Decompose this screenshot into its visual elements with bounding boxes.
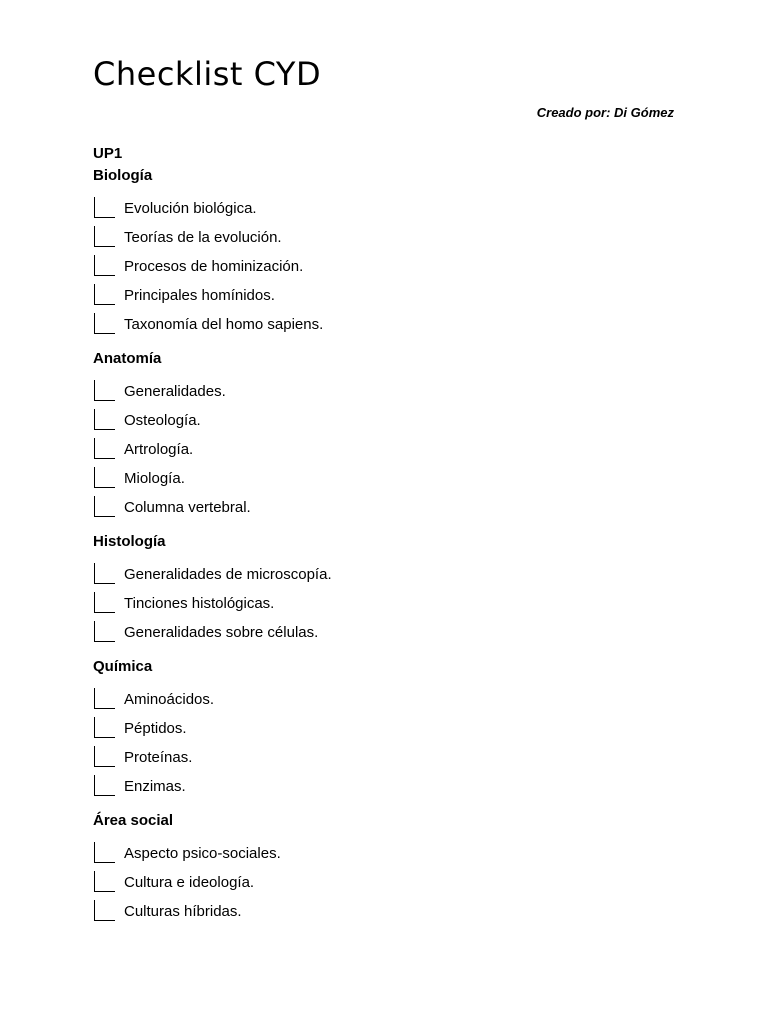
checklist-item-label: Generalidades.: [124, 383, 226, 400]
checkbox-icon[interactable]: [93, 870, 115, 892]
checkbox-icon[interactable]: [93, 841, 115, 863]
checklist-item[interactable]: [93, 430, 693, 459]
checklist-item[interactable]: [93, 767, 693, 796]
checklist-item[interactable]: [93, 584, 693, 613]
checklist-item[interactable]: [93, 613, 693, 642]
checklist-item-label: Cultura e ideología.: [124, 874, 255, 891]
checkbox-icon[interactable]: [93, 774, 115, 796]
checklist-item-label: Tinciones histológicas.: [124, 595, 275, 612]
checkbox-icon[interactable]: [93, 379, 115, 401]
checklist-item-label: Artrología.: [124, 441, 194, 458]
checklist-item-label: Osteología.: [124, 412, 201, 429]
checklist-item[interactable]: [93, 738, 693, 767]
checklist-item-label: Generalidades sobre células.: [124, 624, 319, 641]
checkbox-icon[interactable]: [93, 283, 115, 305]
section-title: Área social: [93, 812, 174, 829]
checklist-section: [93, 167, 693, 334]
checkbox-icon[interactable]: [93, 312, 115, 334]
checkbox-icon[interactable]: [93, 591, 115, 613]
checklist-sections: [93, 167, 693, 921]
checklist-item[interactable]: [93, 401, 693, 430]
checklist-section: [93, 812, 693, 921]
checklist-item-label: Péptidos.: [124, 720, 187, 737]
section-title: Histología: [93, 533, 166, 550]
checklist-item[interactable]: [93, 247, 693, 276]
checklist-item[interactable]: [93, 189, 693, 218]
checklist-item-label: Enzimas.: [124, 778, 186, 795]
checkbox-icon[interactable]: [93, 466, 115, 488]
checkbox-icon[interactable]: [93, 716, 115, 738]
checklist-item-label: Miología.: [124, 470, 185, 487]
checklist-item[interactable]: [93, 680, 693, 709]
document-title: Checklist CYD: [93, 55, 322, 93]
checkbox-icon[interactable]: [93, 196, 115, 218]
checkbox-icon[interactable]: [93, 437, 115, 459]
checklist-item[interactable]: [93, 372, 693, 401]
checklist-item[interactable]: [93, 834, 693, 863]
checklist-item-label: Taxonomía del homo sapiens.: [124, 316, 324, 333]
checklist-item-label: Teorías de la evolución.: [124, 229, 282, 246]
checklist-item-label: Procesos de hominización.: [124, 258, 304, 275]
checklist-item[interactable]: [93, 305, 693, 334]
checklist-item-label: Generalidades de microscopía.: [124, 566, 332, 583]
checklist-content: [93, 145, 693, 937]
checklist-item[interactable]: [93, 892, 693, 921]
checkbox-icon[interactable]: [93, 408, 115, 430]
checklist-item[interactable]: [93, 555, 693, 584]
checkbox-icon[interactable]: [93, 562, 115, 584]
checklist-item-label: Principales homínidos.: [124, 287, 275, 304]
section-title: Química: [93, 658, 153, 675]
checklist-item-label: Evolución biológica.: [124, 200, 257, 217]
checklist-section: [93, 533, 693, 642]
author-credit: Creado por: Di Gómez: [536, 105, 674, 120]
checkbox-icon[interactable]: [93, 745, 115, 767]
checkbox-icon[interactable]: [93, 495, 115, 517]
checklist-item[interactable]: [93, 709, 693, 738]
checklist-item[interactable]: [93, 488, 693, 517]
checklist-item-label: Culturas híbridas.: [124, 903, 242, 920]
section-title: Anatomía: [93, 350, 162, 367]
checkbox-icon[interactable]: [93, 620, 115, 642]
checklist-item[interactable]: [93, 459, 693, 488]
checklist-item-label: Proteínas.: [124, 749, 193, 766]
section-title: Biología: [93, 167, 153, 184]
checklist-item[interactable]: [93, 276, 693, 305]
checklist-item-label: Aspecto psico-sociales.: [124, 845, 281, 862]
checkbox-icon[interactable]: [93, 254, 115, 276]
checkbox-icon[interactable]: [93, 899, 115, 921]
unit-label: UP1: [93, 145, 123, 162]
checklist-item-label: Columna vertebral.: [124, 499, 251, 516]
checklist-item[interactable]: [93, 218, 693, 247]
checklist-item[interactable]: [93, 863, 693, 892]
checklist-section: [93, 658, 693, 796]
checklist-item-label: Aminoácidos.: [124, 691, 215, 708]
checkbox-icon[interactable]: [93, 687, 115, 709]
checkbox-icon[interactable]: [93, 225, 115, 247]
checklist-section: [93, 350, 693, 517]
